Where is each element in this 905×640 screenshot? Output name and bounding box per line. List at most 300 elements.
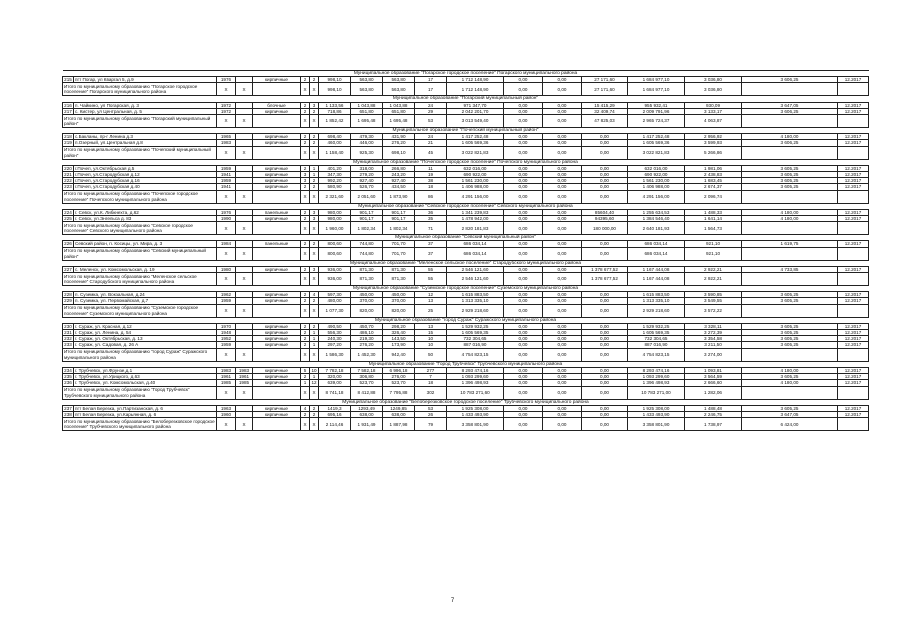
table-cell: 1 802,34	[351, 222, 383, 235]
table-cell: 800,60	[319, 241, 351, 247]
table-cell: X	[301, 247, 310, 260]
table-cell: 235	[64, 374, 72, 380]
table-cell: 19	[415, 172, 447, 178]
table-cell: 18	[415, 380, 447, 386]
table-cell: 94395,60	[582, 216, 628, 222]
table-cell: 0,00	[543, 172, 582, 178]
table-cell: 2	[310, 298, 319, 304]
table-cell: 13	[415, 323, 447, 329]
table-cell: 3 564,59	[685, 374, 742, 380]
table-cell: 2	[301, 374, 310, 380]
table-cell: 227	[64, 266, 72, 272]
table-cell: 1 960,00	[319, 222, 351, 235]
table-cell: 526,70	[351, 184, 383, 190]
table-cell	[838, 83, 869, 96]
table-cell: кирпичные	[253, 298, 301, 304]
table-cell: 686 034,14	[447, 247, 504, 260]
table-cell: 71	[415, 222, 447, 235]
table-cell: 12.2017	[838, 178, 869, 184]
table-cell: 486,10	[351, 330, 383, 336]
table-cell: 3	[301, 172, 310, 178]
table-cell: 3 605,25	[742, 184, 838, 190]
table-cell	[742, 222, 838, 235]
table-cell: 230	[64, 323, 72, 329]
table-cell: 297,20	[319, 342, 351, 348]
table-cell: 1 478 942,00	[447, 216, 504, 222]
table-cell: 38	[415, 178, 447, 184]
table-cell: 1 605 569,35	[628, 330, 685, 336]
table-cell: X	[236, 247, 253, 260]
table-cell: 12.2017	[838, 102, 869, 108]
table-cell: 12.2017	[838, 405, 869, 411]
table-cell: кирпичные	[253, 178, 301, 184]
table-cell: 0,00	[504, 336, 543, 342]
table-cell: Муниципальное образование "Почепский муниципальный район"	[63, 128, 869, 134]
table-cell: 3 211,50	[685, 342, 742, 348]
table-cell	[742, 273, 838, 286]
table-cell: 930,09	[685, 102, 742, 108]
table-cell: Муниципальное образование "Почепское городское поселение" Почепского муниципального района	[63, 159, 869, 165]
table-cell: 1 488,48	[685, 405, 742, 411]
table-cell: 0,00	[543, 83, 582, 96]
table-cell: 0,00	[543, 342, 582, 348]
table-cell: Муниципальное образование "Севский муниципальный район"	[63, 235, 869, 241]
table-cell: 5	[301, 367, 310, 373]
table-cell: 302	[415, 386, 447, 399]
table-cell: 1	[301, 380, 310, 386]
table-cell: 0,00	[504, 380, 543, 386]
table-cell: 1961	[236, 374, 253, 380]
table-cell: 3	[310, 209, 319, 215]
table-cell: Муниципальное образование "Севское городское поселение" Севского муниципального района	[63, 203, 869, 209]
table-cell: 651,80	[383, 108, 415, 114]
table-cell: 224	[64, 209, 72, 215]
table-cell: 2	[301, 298, 310, 304]
table-cell: 266,80	[383, 165, 415, 171]
table-cell: 0,00	[582, 374, 628, 380]
table-cell: Муниципальное образование "город Сураж" Суражского муниципального района	[63, 317, 869, 323]
table-cell: 718,86	[319, 108, 351, 114]
table-cell: Итого по муниципальному образованию "Город Трубчевск" Трубчевского муниципального района	[63, 386, 217, 399]
table-cell: 233	[64, 342, 72, 348]
table-cell: 7 795,88	[383, 386, 415, 399]
table-cell: 1972	[217, 102, 236, 108]
table-cell: 1 433 493,90	[628, 411, 685, 417]
table-cell: 639,00	[319, 380, 351, 386]
table-cell: 450,70	[351, 323, 383, 329]
table-cell: 0,00	[543, 367, 582, 373]
table-cell: 234	[64, 367, 72, 373]
table-cell: 701,70	[383, 247, 415, 260]
table-cell: г. Сураж, ул. Октябрьская, д. 13	[74, 336, 217, 342]
table-cell: 1249,85	[383, 405, 415, 411]
table-cell: 17	[415, 83, 447, 96]
table-cell: 1 158,40	[319, 146, 351, 159]
table-cell: 240,30	[319, 336, 351, 342]
table-cell: 686 034,14	[447, 241, 504, 247]
table-cell: 2 114,46	[319, 418, 351, 431]
table-cell: 3	[310, 102, 319, 108]
table-cell: кирпичные	[253, 380, 301, 386]
table-cell: 3 647,05	[742, 102, 838, 108]
table-cell: 1 586,30	[319, 348, 351, 361]
total-row	[63, 304, 869, 317]
table-cell: 2	[301, 241, 310, 247]
table-cell: X	[236, 273, 253, 286]
table-cell: 2 009 791,96	[628, 108, 685, 114]
table-cell: 523,70	[351, 380, 383, 386]
table-cell: 3 036,80	[685, 77, 742, 83]
table-cell: 450,00	[351, 292, 383, 298]
table-cell: 2	[301, 330, 310, 336]
table-cell	[253, 190, 301, 203]
total-row	[63, 190, 869, 203]
table-cell	[838, 146, 869, 159]
table-cell: 3 590,85	[685, 292, 742, 298]
table-cell: 901,17	[383, 216, 415, 222]
table-cell: Итого по муниципальному образованию "Суземское городское поселение" Суземского муниципального района	[63, 304, 217, 317]
table-cell: п. Суземка, ул. Первомайская, д.7	[74, 298, 217, 304]
total-row	[63, 83, 869, 96]
table-cell: Муниципальное образование "Погарский муниципальный район"	[63, 96, 869, 102]
total-row	[63, 386, 869, 399]
table-cell: 0,00	[582, 134, 628, 140]
table-cell: 563,80	[351, 77, 383, 83]
table-cell: X	[310, 190, 319, 203]
table-cell: 871,30	[351, 266, 383, 272]
table-cell: 143,50	[383, 336, 415, 342]
table-cell: кирпичные	[253, 367, 301, 373]
table-cell: 298,20	[383, 323, 415, 329]
table-cell: 2 051,60	[351, 190, 383, 203]
table-cell	[742, 348, 838, 361]
table-cell: 12.2017	[838, 380, 869, 386]
table-cell: 1 684 977,10	[628, 83, 685, 96]
table-cell: 431,90	[383, 134, 415, 140]
table-cell: 3 328,11	[685, 323, 742, 329]
table-cell: 1 605 569,35	[447, 330, 504, 336]
table-cell: 0,00	[504, 367, 543, 373]
table-cell: 1 695,48	[351, 115, 383, 128]
table-cell: 2 246,75	[685, 411, 742, 417]
table-cell: 231	[64, 330, 72, 336]
table-cell: 8 412,88	[351, 386, 383, 399]
table-cell: кирпичные	[253, 411, 301, 417]
table-cell: 4	[310, 292, 319, 298]
table-cell: 26	[415, 411, 447, 417]
table-cell: X	[310, 222, 319, 235]
table-cell: 4 180,00	[742, 380, 838, 386]
table-cell: 632 016,00	[628, 165, 685, 171]
table-cell: 13	[415, 298, 447, 304]
table-cell: X	[310, 115, 319, 128]
table-cell: 215	[64, 77, 72, 83]
table-cell: 15	[415, 330, 447, 336]
table-cell: 1419,3	[319, 405, 351, 411]
table-cell	[838, 115, 869, 128]
table-cell: 1972	[217, 108, 236, 114]
table-cell: 3 605,25	[742, 165, 838, 171]
table-cell: 12.2017	[838, 330, 869, 336]
table-cell: 638,00	[351, 411, 383, 417]
table-cell: X	[301, 83, 310, 96]
table-cell: 563,80	[383, 77, 415, 83]
table-cell: 10 783 271,60	[447, 386, 504, 399]
table-cell: 0,00	[582, 140, 628, 146]
table-cell: Муниципальное образование "Белоберезковское городское поселение" Трубчевского муниципального района	[63, 399, 869, 405]
table-cell: 8 293 474,16	[447, 367, 504, 373]
table-cell: 2	[301, 209, 310, 215]
table-cell: X	[310, 386, 319, 399]
table-cell: 1965	[217, 134, 236, 140]
table-cell: 3 605,25	[742, 172, 838, 178]
table-cell: 921,10	[685, 247, 742, 260]
table-cell: 276,00	[383, 374, 415, 380]
table-cell: 27 171,60	[582, 77, 628, 83]
table-cell: 1 417 252,48	[628, 134, 685, 140]
table-cell: 1962	[217, 292, 236, 298]
table-cell: 0,00	[543, 178, 582, 184]
table-cell: 2 438,83	[685, 172, 742, 178]
table-cell: 2	[301, 292, 310, 298]
table-cell: 10	[311, 367, 317, 373]
table-cell: 3 013 549,40	[447, 115, 504, 128]
table-cell: X	[236, 418, 253, 431]
table-cell: 0,00	[543, 134, 582, 140]
table-cell: 217	[64, 108, 72, 114]
table-cell: 1 605 569,36	[628, 140, 685, 146]
table-cell: 55	[415, 266, 447, 272]
table-cell: 632 016,00	[447, 165, 504, 171]
table-cell: кирпичные	[253, 342, 301, 348]
total-row	[63, 273, 869, 286]
table-cell: 1 341 239,83	[447, 209, 504, 215]
table-cell: 276,20	[383, 140, 415, 146]
table-cell: 7 582,18	[351, 367, 383, 373]
table-cell: 0,00	[504, 418, 543, 431]
table-cell: 36	[415, 209, 447, 215]
table-cell: блочные	[253, 102, 301, 108]
table-cell: Итого по муниципальному образованию "Погарское городское поселение" Погарского муниципального района	[63, 83, 217, 96]
table-cell: 1 615 883,50	[628, 292, 685, 298]
table-cell: 925,30	[351, 146, 383, 159]
table-cell: 0,00	[543, 273, 582, 286]
table-cell	[838, 304, 869, 317]
table-cell: 221	[64, 172, 72, 178]
table-cell: X	[301, 146, 310, 159]
table-cell: 0,00	[582, 241, 628, 247]
table-cell: 0,00	[543, 77, 582, 83]
table-cell: 1 313 335,10	[628, 298, 685, 304]
table-cell	[253, 247, 301, 260]
table-cell: 0,00	[582, 330, 628, 336]
table-cell: 1 417 252,48	[447, 134, 504, 140]
table-cell	[742, 247, 838, 260]
table-cell: 450,00	[383, 292, 415, 298]
table-cell: 4 291 156,00	[447, 190, 504, 203]
table-cell: 1963	[217, 405, 236, 411]
table-cell: 3 605,25	[742, 298, 838, 304]
table-cell: 12.2017	[838, 108, 869, 114]
table-cell: 1976	[217, 77, 236, 83]
table-cell: 0,00	[582, 348, 628, 361]
table-cell: 0,00	[582, 304, 628, 317]
table-cell: 225	[64, 216, 72, 222]
table-cell: 37	[415, 247, 447, 260]
table-cell: 490,50	[319, 323, 351, 329]
table-cell: 0,00	[504, 83, 543, 96]
table-cell: 955 932,41	[628, 102, 685, 108]
table-cell: 12.2017	[838, 172, 869, 178]
table-cell: 0,00	[582, 380, 628, 386]
table-cell: 1980	[217, 266, 236, 272]
table-cell: 698,10	[383, 146, 415, 159]
table-cell: 927,40	[383, 178, 415, 184]
table-cell: 0,00	[543, 405, 582, 411]
table-cell: 0,00	[543, 304, 582, 317]
table-cell: 0,00	[504, 209, 543, 215]
housing-repair-table	[62, 70, 869, 431]
table-cell: 0,00	[582, 298, 628, 304]
table-cell: 2	[301, 134, 310, 140]
table-cell	[742, 146, 838, 159]
table-cell: 1 093 299,60	[447, 374, 504, 380]
table-cell	[742, 386, 838, 399]
table-cell: 1 981,06	[685, 165, 742, 171]
table-cell: 800,60	[319, 247, 351, 260]
table-cell: 1985	[236, 380, 253, 386]
table-cell: 12.2017	[838, 165, 869, 171]
table-cell: 0,00	[504, 77, 543, 83]
table-cell: 0,00	[582, 292, 628, 298]
table-cell: 0,00	[504, 247, 543, 260]
table-cell: 12.2017	[838, 367, 869, 373]
table-cell: 18	[415, 184, 447, 190]
table-cell: 276,20	[351, 342, 383, 348]
table-cell: 0,00	[543, 146, 582, 159]
table-cell: 0,00	[543, 140, 582, 146]
table-cell	[838, 247, 869, 260]
table-cell: 10 783 271,00	[628, 386, 685, 399]
table-cell: г. Севск, ул.Энгельса д. 83	[74, 216, 217, 222]
table-cell: 3	[310, 266, 319, 272]
table-cell	[838, 273, 869, 286]
table-cell: кирпичные	[253, 77, 301, 83]
table-cell: 0,00	[543, 330, 582, 336]
table-cell: г. Трубчевск, ул.Урицкого, д.63	[74, 374, 217, 380]
table-cell	[838, 190, 869, 203]
table-cell: 12.2017	[838, 134, 869, 140]
table-cell: 320,00	[319, 374, 351, 380]
table-cell: 4 180,00	[742, 367, 838, 373]
table-cell: 0,00	[504, 342, 543, 348]
table-cell: с.Бакланы, пр-г Ленина д.3	[74, 134, 217, 140]
table-cell: 2	[310, 184, 319, 190]
table-cell	[253, 83, 301, 96]
table-cell: 0,00	[504, 146, 543, 159]
table-cell: 1 043,88	[383, 102, 415, 108]
table-cell: 820,00	[383, 304, 415, 317]
table-cell: 0,00	[504, 178, 543, 184]
table-cell: 0,00	[543, 374, 582, 380]
table-cell: 220	[64, 165, 72, 171]
table-cell: 45	[415, 146, 447, 159]
table-cell: 901,17	[351, 216, 383, 222]
table-cell: 3 549,55	[685, 298, 742, 304]
table-cell: 3 647,05	[742, 411, 838, 417]
table-cell: кирпичные	[253, 172, 301, 178]
table-cell: 480,00	[319, 298, 351, 304]
table-cell: 0,00	[582, 336, 628, 342]
table-cell: 1 712 148,90	[447, 77, 504, 83]
table-cell: 3 133,17	[685, 108, 742, 114]
table-cell: 0,00	[543, 115, 582, 128]
table-cell: 1	[310, 330, 319, 336]
table-cell: 0,00	[504, 172, 543, 178]
table-cell: 936,00	[319, 273, 351, 286]
table-cell: 871,30	[351, 273, 383, 286]
table-cell	[253, 273, 301, 286]
table-cell: 1 433 493,90	[447, 411, 504, 417]
table-cell: 0,00	[504, 273, 543, 286]
table-cell: 460,00	[319, 140, 351, 146]
table-cell: 6 996,18	[383, 367, 415, 373]
table-cell: 12.2017	[838, 209, 869, 215]
table-cell: 17	[415, 77, 447, 83]
total-row	[63, 146, 869, 159]
table-cell: 2	[310, 134, 319, 140]
table-cell: 223	[64, 184, 72, 190]
table-cell: 2	[301, 323, 310, 329]
table-cell: 6 424,00	[742, 418, 838, 431]
table-cell: 24	[415, 134, 447, 140]
table-cell: X	[301, 348, 310, 361]
table-cell: 744,80	[351, 241, 383, 247]
table-cell: 4 180,00	[742, 209, 838, 215]
table-cell: X	[217, 146, 236, 159]
table-cell: 3 606,25	[742, 140, 838, 146]
table-cell: 0,00	[543, 298, 582, 304]
table-cell: 2 546 121,60	[447, 273, 504, 286]
table-cell: 1 619,75	[742, 241, 838, 247]
table-cell: 12.2017	[838, 298, 869, 304]
table-cell: 2 674,37	[685, 184, 742, 190]
table-cell: X	[236, 348, 253, 361]
table-cell: 243,20	[383, 172, 415, 178]
table-cell: кирпичные	[253, 292, 301, 298]
table-cell: 12.2017	[838, 411, 869, 417]
table-cell: 1 925 308,00	[447, 405, 504, 411]
table-cell: 3 605,25	[742, 336, 838, 342]
table-cell: 1 167 444,08	[628, 273, 685, 286]
table-cell: X	[301, 273, 310, 286]
table-cell: 1983	[217, 367, 236, 373]
table-cell: 3 605,25	[742, 330, 838, 336]
table-cell: 4 180,00	[742, 216, 838, 222]
table-cell: панельные	[253, 209, 301, 215]
table-cell: 4 754 823,15	[628, 348, 685, 361]
table-cell: 1	[310, 342, 319, 348]
table-cell: X	[310, 146, 319, 159]
table-cell: 347,30	[319, 172, 351, 178]
table-cell: 446,00	[351, 140, 383, 146]
table-cell: 732 304,65	[628, 336, 685, 342]
table-cell	[838, 386, 869, 399]
table-cell: 0,00	[504, 165, 543, 171]
table-cell: 0,00	[582, 386, 628, 399]
table-cell: 0,00	[504, 348, 543, 361]
table-cell: 53	[415, 115, 447, 128]
